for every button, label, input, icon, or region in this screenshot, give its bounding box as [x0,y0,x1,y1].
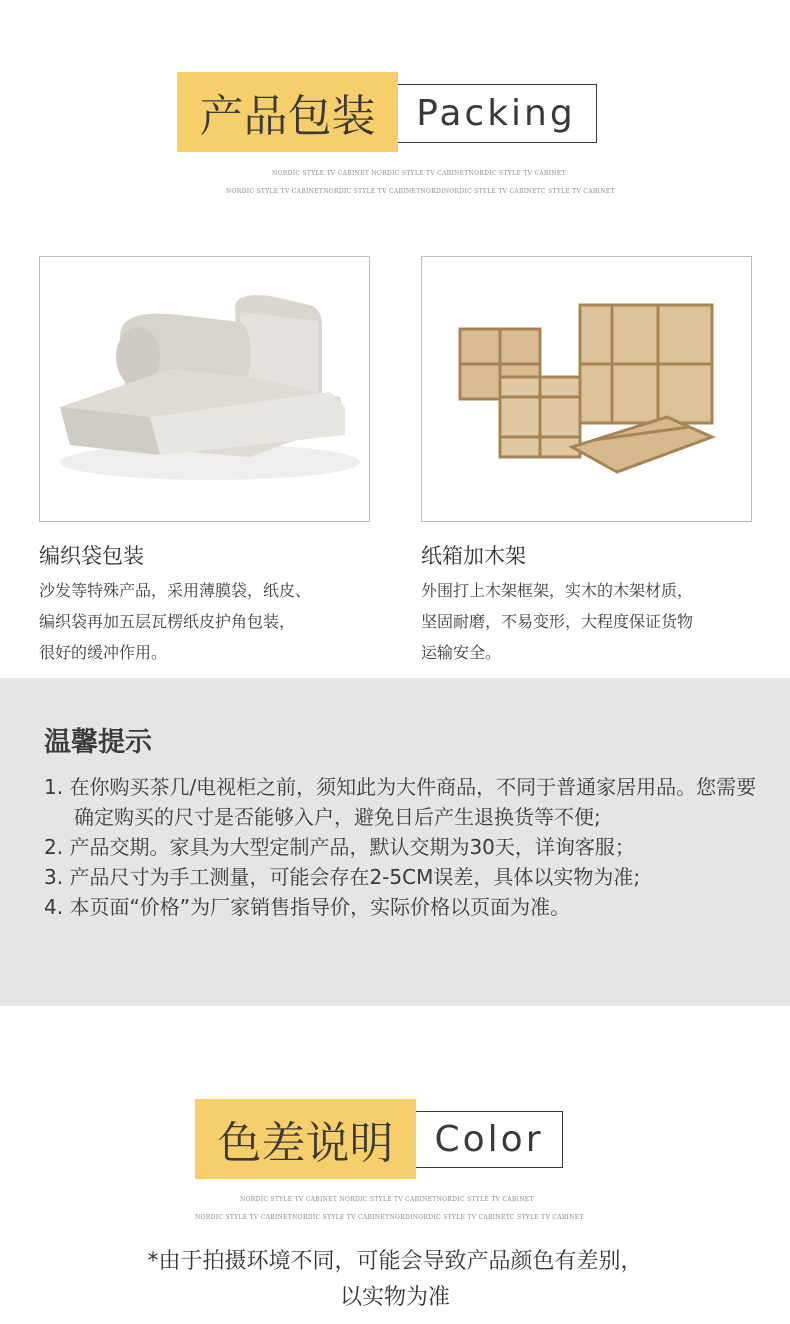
wood-frame-desc-line: 坚固耐磨，不易变形，大程度保证货物 [421,612,694,631]
color-tagline-2: NORDIC STYLE TV CABINETNORDIC STYLE TV CABINETNORDINORDIC STYLE TV CABINETC STYLE TV CABINET [195,1214,584,1221]
packing-header-cn-title: 产品包装 [199,91,376,142]
woven-bag-desc-line: 很好的缓冲作用。 [39,643,168,662]
color-tagline-1: NORDIC STYLE TV CABINET NORDIC STYLE TV CABINETNORDIC STYLE TV CABINET [240,1196,534,1203]
packing-header [177,72,597,152]
wood-frame-desc [421,575,693,668]
tips-item: 2. 产品交期。家具为大型定制产品，默认交期为30天，详询客服； [44,835,635,859]
woven-bag-desc-line: 沙发等特殊产品，采用薄膜袋，纸皮、 [39,581,312,600]
packing-header-cn-box [177,72,398,152]
color-header-en-box [415,1111,563,1168]
wood-frame-illustration [422,257,751,521]
wood-frame-title: 纸箱加木架 [421,544,526,568]
packing-tagline-2: NORDIC STYLE TV CABINETNORDIC STYLE TV CABINETNORDINORDIC STYLE TV CABINETC STYLE TV CABINET [226,188,615,195]
color-header [195,1099,563,1179]
color-header-cn-title: 色差说明 [217,1118,394,1169]
packing-header-en-box [395,84,597,143]
tips-item: 4. 本页面“价格”为厂家销售指导价，实际价格以页面为准。 [44,895,571,919]
woven-bag-desc-line: 编织袋再加五层瓦楞纸皮护角包装， [39,612,296,631]
packing-tagline-1: NORDIC STYLE TV CABINET NORDIC STYLE TV CABINETNORDIC STYLE TV CABINET [272,170,566,177]
color-header-en-title: Color [434,1119,544,1160]
woven-bag-desc [39,575,311,668]
color-header-cn-box [195,1099,416,1179]
wood-frame-photo [421,256,752,522]
color-note-line2: 以实物为准 [339,1285,450,1310]
woven-bag-title: 编织袋包装 [39,544,144,568]
tips-title: 温馨提示 [44,727,152,758]
color-note-line1: *由于拍摄环境不同，可能会导致产品颜色有差别， [147,1249,643,1274]
packing-header-en-title: Packing [416,93,576,134]
tips-item: 1. 在你购买茶几/电视柜之前，须知此为大件商品，不同于普通家居用品。您需要确定购买的尺寸是否能够入户，避免日后产生退换货等不便; [44,775,757,829]
wood-frame-desc-line: 外围打上木架框架，实木的木架材质， [421,581,694,600]
wood-frame-desc-line: 运输安全。 [421,643,502,662]
tips-list [44,772,764,922]
woven-bag-illustration [40,257,369,521]
woven-bag-photo [39,256,370,522]
tips-item: 3. 产品尺寸为手工测量，可能会存在2-5CM误差，具体以实物为准; [44,865,641,889]
